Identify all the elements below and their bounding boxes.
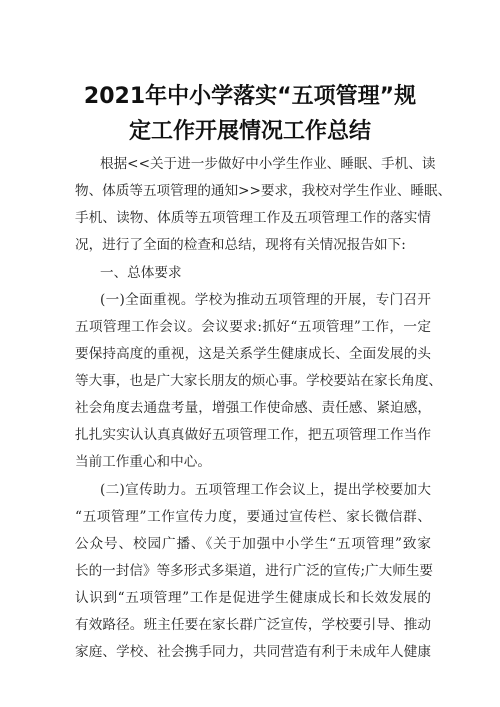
body-line: (二)宣传助力。五项管理工作会议上，提出学校要加大 [100, 482, 431, 498]
body-line: “五项管理”工作宣传力度，要通过宣传栏、家长微信群、 [75, 509, 431, 525]
body-line: 手机、读物、体质等五项管理工作及五项管理工作的落实情 [75, 210, 431, 226]
body-line: 五项管理工作会议。会议要求:抓好“五项管理”工作，一定 [75, 319, 431, 335]
document-title-line-2: 定工作开展情况工作总结 [128, 119, 371, 144]
document-title-line-1: 2021年中小学落实“五项管理”规 [83, 84, 417, 109]
body-line: 家庭、学校、社会携手同力，共同营造有利于未成年人健康 [75, 644, 431, 660]
body-line: 长的一封信》等多形式多渠道，进行广泛的宣传;广大师生要 [75, 563, 434, 579]
body-line: 社会角度去通盘考量，增强工作使命感、责任感、紧迫感， [75, 400, 431, 416]
body-line: 公众号、校园广播、《关于加强中小学生“五项管理”致家 [75, 536, 431, 552]
body-line: (一)全面重视。学校为推动五项管理的开展，专门召开 [100, 292, 431, 308]
body-line: 况，进行了全面的检查和总结，现将有关情况报告如下: [75, 237, 406, 253]
body-line: 要保持高度的重视，这是关系学生健康成长、全面发展的头 [75, 346, 431, 362]
body-line: 根据<<关于进一步做好中小学生作业、睡眠、手机、读 [100, 156, 436, 172]
body-line: 等大事，也是广大家长朋友的烦心事。学校要站在家长角度、 [75, 373, 443, 389]
body-line: 认识到“五项管理”工作是促进学生健康成长和长效发展的 [75, 590, 431, 606]
body-line: 物、体质等五项管理的通知>>要求，我校对学生作业、睡眠、 [75, 183, 452, 199]
body-line: 有效路径。班主任要在家长群广泛宣传，学校要引导、推动 [75, 617, 431, 633]
section-heading: 一、总体要求 [100, 265, 182, 281]
body-line: 扎扎实实认认真真做好五项管理工作，把五项管理工作当作 [75, 427, 431, 443]
body-line: 当前工作重心和中心。 [75, 454, 211, 470]
